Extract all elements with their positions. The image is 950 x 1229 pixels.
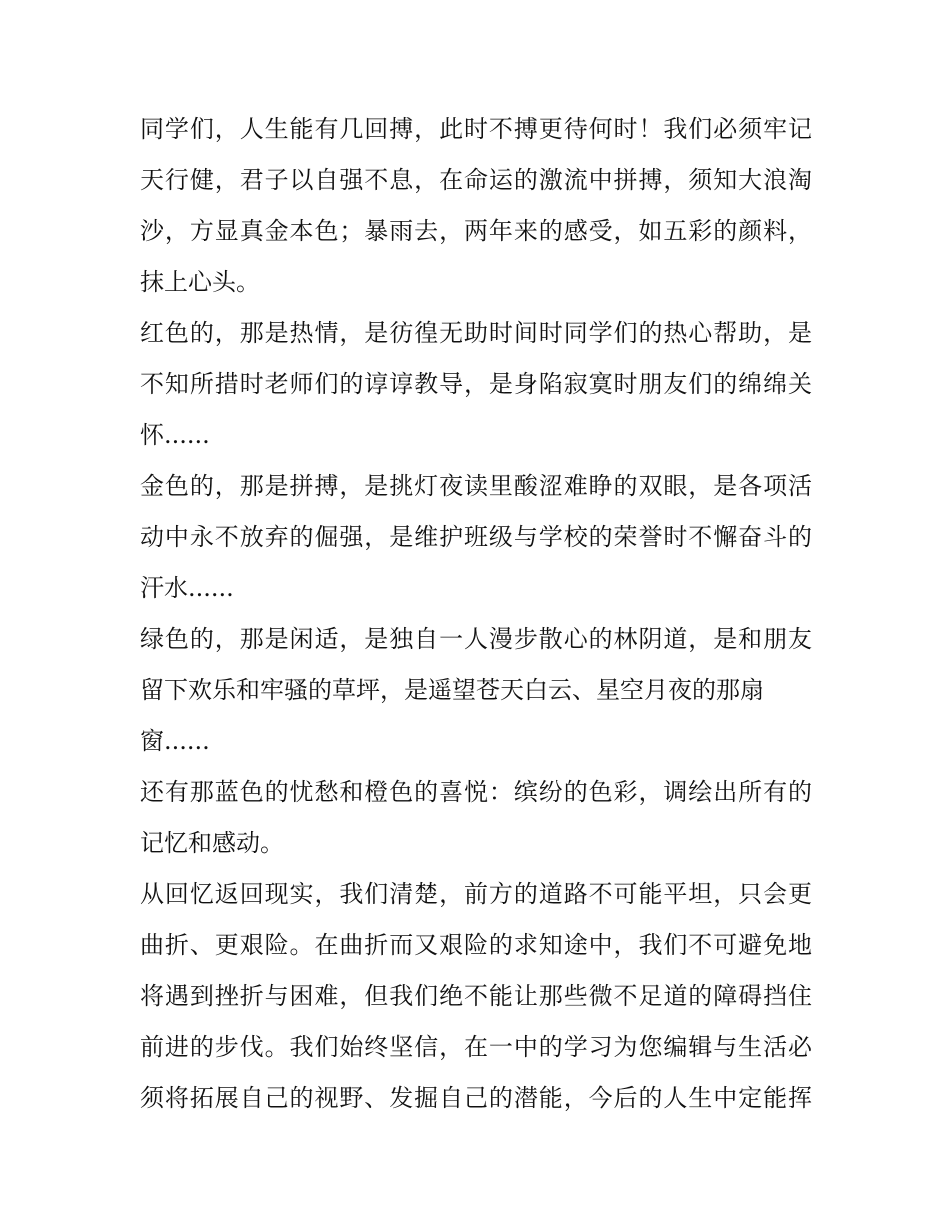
- text-line-18: 将遇到挫折与困难，但我们绝不能让那些微不足道的障碍挡住: [140, 982, 812, 1010]
- text-line-6: 不知所措时老师们的谆谆教导，是身陷寂寞时朋友们的绵绵关: [140, 370, 812, 398]
- text-line-4: 抹上心头。: [140, 268, 260, 296]
- text-line-1: 同学们，人生能有几回搏，此时不搏更待何时！我们必须牢记: [140, 115, 812, 143]
- text-line-11: 绿色的，那是闲适，是独自一人漫步散心的林阴道，是和朋友: [140, 625, 812, 653]
- text-line-15: 记忆和感动。: [140, 829, 284, 857]
- text-line-12: 留下欢乐和牢骚的草坪，是遥望苍天白云、星空月夜的那扇: [140, 676, 764, 704]
- text-line-19: 前进的步伐。我们始终坚信，在一中的学习为您编辑与生活必: [140, 1033, 812, 1061]
- text-line-2: 天行健，君子以自强不息，在命运的激流中拼搏，须知大浪淘: [140, 166, 812, 194]
- text-line-17: 曲折、更艰险。在曲折而又艰险的求知途中，我们不可避免地: [140, 931, 812, 959]
- document-body: [140, 104, 812, 1124]
- text-line-16: 从回忆返回现实，我们清楚，前方的道路不可能平坦，只会更: [140, 880, 812, 908]
- text-line-13: 窗......: [140, 727, 210, 755]
- text-line-9: 动中永不放弃的倔强，是维护班级与学校的荣誉时不懈奋斗的: [140, 523, 812, 551]
- text-line-14: 还有那蓝色的忧愁和橙色的喜悦：缤纷的色彩，调绘出所有的: [140, 778, 812, 806]
- text-line-20: 须将拓展自己的视野、发掘自己的潜能，今后的人生中定能挥: [140, 1084, 812, 1112]
- text-line-10: 汗水......: [140, 574, 234, 602]
- text-line-7: 怀......: [140, 421, 210, 449]
- text-line-3: 沙，方显真金本色；暴雨去，两年来的感受，如五彩的颜料，: [140, 217, 812, 245]
- text-line-5: 红色的，那是热情，是彷徨无助时间时同学们的热心帮助，是: [140, 319, 812, 347]
- text-line-8: 金色的，那是拼搏，是挑灯夜读里酸涩难睁的双眼，是各项活: [140, 472, 812, 500]
